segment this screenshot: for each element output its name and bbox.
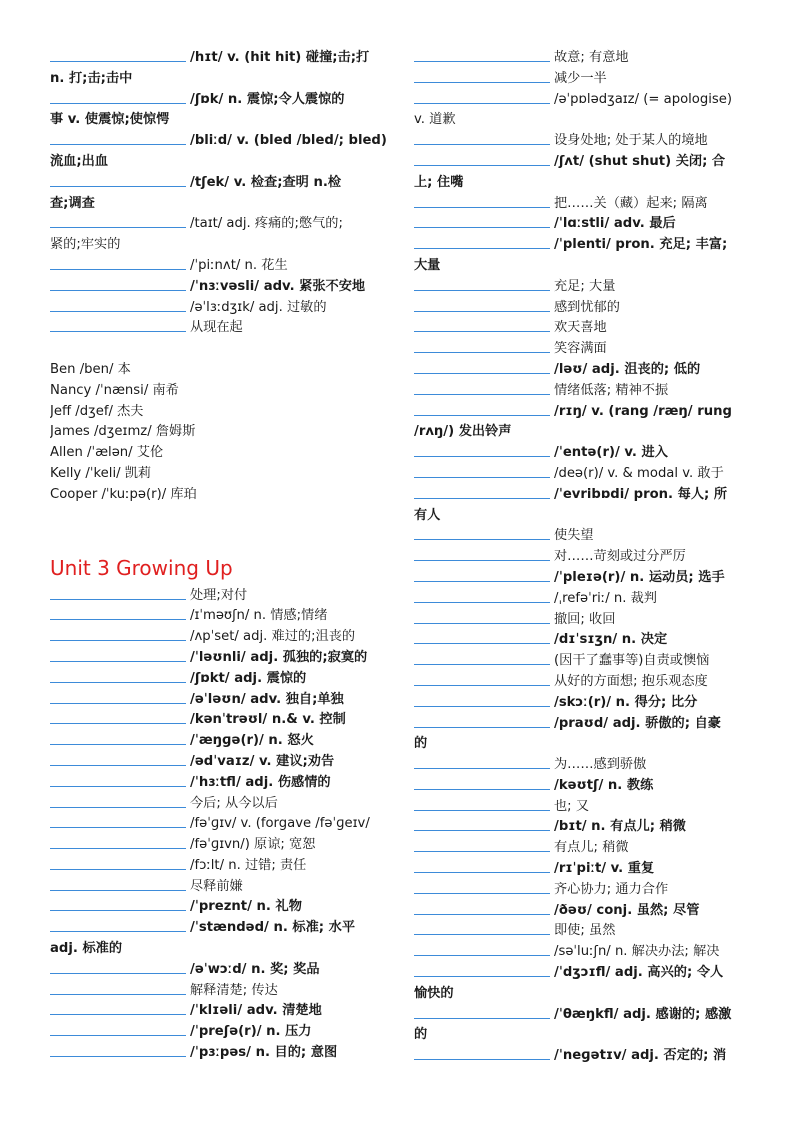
vocab-line bbox=[414, 235, 752, 256]
vocab-line bbox=[414, 506, 752, 527]
answer-blank[interactable] bbox=[50, 773, 186, 787]
vocab-line bbox=[414, 817, 752, 838]
vocab-text: /tʃek/ v. 检查;查明 n.检 bbox=[190, 174, 342, 190]
name-list bbox=[50, 360, 388, 506]
vocab-line bbox=[50, 960, 388, 981]
name-entry: Allen /ˈælən/ 艾伦 bbox=[50, 445, 164, 461]
vocab-text: /əˈpɒlədʒaɪz/ (= apologise) bbox=[554, 91, 733, 107]
vocab-line bbox=[50, 277, 388, 298]
vocab-text: /ˈneɡətɪv/ adj. 否定的; 消 bbox=[554, 1048, 727, 1064]
vocab-line bbox=[414, 547, 752, 568]
vocab-line bbox=[50, 1001, 388, 1022]
vocab-text: /ˈpiːnʌt/ n. 花生 bbox=[190, 257, 288, 273]
vocab-text: 紧的;牢实的 bbox=[50, 237, 121, 253]
vocab-line bbox=[414, 526, 752, 547]
vocab-line bbox=[414, 173, 752, 194]
vocab-line bbox=[414, 110, 752, 131]
vocab-text: 解释清楚; 传达 bbox=[190, 982, 278, 998]
vocab-line bbox=[50, 918, 388, 939]
vocab-line bbox=[414, 298, 752, 319]
vocab-line bbox=[414, 589, 752, 610]
vocab-line bbox=[414, 901, 752, 922]
vocab-line bbox=[50, 814, 388, 835]
vocab-line bbox=[50, 981, 388, 1002]
vocab-line bbox=[414, 339, 752, 360]
vocab-line bbox=[414, 318, 752, 339]
answer-blank[interactable] bbox=[50, 752, 186, 766]
unit-title: Unit 3 Growing Up bbox=[50, 555, 233, 580]
vocab-line bbox=[50, 131, 388, 152]
answer-blank[interactable] bbox=[414, 131, 550, 145]
answer-blank[interactable] bbox=[414, 838, 550, 852]
vocab-line bbox=[414, 734, 752, 755]
vocab-line bbox=[50, 298, 388, 319]
answer-blank[interactable] bbox=[50, 835, 186, 849]
vocab-text: 有人 bbox=[414, 507, 441, 523]
answer-blank[interactable] bbox=[414, 963, 550, 977]
vocab-line bbox=[414, 568, 752, 589]
answer-blank[interactable] bbox=[414, 318, 550, 332]
vocab-line bbox=[50, 110, 388, 131]
vocab-text: /taɪt/ adj. 疼痛的;憋气的; bbox=[190, 216, 343, 232]
vocab-line bbox=[50, 731, 388, 752]
answer-blank[interactable] bbox=[414, 859, 550, 873]
vocab-line bbox=[414, 714, 752, 735]
vocab-text: /ˈpɜːpəs/ n. 目的; 意图 bbox=[190, 1045, 338, 1061]
answer-blank[interactable] bbox=[50, 318, 186, 332]
vocab-line bbox=[50, 152, 388, 173]
vocab-text: /əˈləʊn/ adv. 独自;单独 bbox=[190, 691, 344, 707]
vocab-text: adj. 标准的 bbox=[50, 941, 123, 957]
vocab-line bbox=[414, 776, 752, 797]
vocab-line bbox=[414, 880, 752, 901]
vocab-text: 设身处地; 处于某人的境地 bbox=[554, 133, 708, 149]
vocab-text: n. 打;击;击中 bbox=[50, 70, 133, 86]
vocab-text: /ləʊ/ adj. 沮丧的; 低的 bbox=[554, 361, 701, 377]
answer-blank[interactable] bbox=[414, 610, 550, 624]
answer-blank[interactable] bbox=[50, 627, 186, 641]
vocab-line bbox=[414, 381, 752, 402]
answer-blank[interactable] bbox=[50, 606, 186, 620]
vocab-text: 从现在起 bbox=[190, 320, 243, 336]
vocab-text: /ˈhɜːtfl/ adj. 伤感情的 bbox=[190, 774, 331, 790]
vocab-line bbox=[414, 443, 752, 464]
answer-blank[interactable] bbox=[50, 256, 186, 270]
vocab-text: 情绪低落; 精神不振 bbox=[554, 382, 669, 398]
answer-blank[interactable] bbox=[50, 1001, 186, 1015]
vocab-text: /ʌpˈset/ adj. 难过的;沮丧的 bbox=[190, 629, 356, 645]
vocab-text: /kəʊtʃ/ n. 教练 bbox=[554, 777, 654, 793]
vocab-text: 撤回; 收回 bbox=[554, 611, 616, 627]
answer-blank[interactable] bbox=[414, 1046, 550, 1060]
vocab-line bbox=[50, 194, 388, 215]
vocab-line bbox=[50, 897, 388, 918]
answer-blank[interactable] bbox=[414, 443, 550, 457]
answer-blank[interactable] bbox=[414, 901, 550, 915]
vocab-text: /səˈluːʃn/ n. 解决办法; 解决 bbox=[554, 944, 720, 960]
vocab-line bbox=[50, 69, 388, 90]
vocab-line bbox=[50, 669, 388, 690]
vocab-text: /rɪˈpiːt/ v. 重复 bbox=[554, 861, 655, 877]
vocab-text: 的 bbox=[414, 1027, 428, 1043]
vocab-text: /ˈæŋɡə(r)/ n. 怒火 bbox=[190, 733, 314, 749]
vocab-text: /kənˈtrəʊl/ n.& v. 控制 bbox=[190, 712, 346, 728]
vocab-text: 从好的方面想; 抱乐观态度 bbox=[554, 673, 708, 689]
answer-blank[interactable] bbox=[414, 339, 550, 353]
vocab-text: 愉快的 bbox=[414, 985, 454, 1001]
vocab-line bbox=[50, 256, 388, 277]
vocab-line bbox=[414, 48, 752, 69]
answer-blank[interactable] bbox=[414, 360, 550, 374]
answer-blank[interactable] bbox=[414, 526, 550, 540]
vocab-text: 故意; 有意地 bbox=[554, 50, 629, 65]
vocab-line bbox=[414, 693, 752, 714]
vocab-line bbox=[414, 1025, 752, 1046]
vocab-text: /fəˈɡɪv/ v. (forgave /fəˈɡeɪv/ bbox=[190, 816, 370, 832]
vocab-text: 使失望 bbox=[554, 528, 594, 544]
answer-blank[interactable] bbox=[50, 856, 186, 870]
vocab-line bbox=[50, 710, 388, 731]
name-entry: Kelly /ˈkeli/ 凯莉 bbox=[50, 465, 152, 481]
vocab-text: 笑容满面 bbox=[554, 341, 607, 357]
answer-blank[interactable] bbox=[414, 90, 550, 104]
vocab-text: 对……苛刻或过分严厉 bbox=[554, 549, 686, 565]
answer-blank[interactable] bbox=[414, 547, 550, 561]
vocab-text: /ˈlɑːstli/ adv. 最后 bbox=[554, 216, 676, 232]
answer-blank[interactable] bbox=[50, 981, 186, 995]
vocab-text: /ðəʊ/ conj. 虽然; 尽管 bbox=[554, 902, 700, 918]
vocab-line bbox=[50, 90, 388, 111]
vocab-line bbox=[50, 627, 388, 648]
vocab-line bbox=[50, 1022, 388, 1043]
vocab-line bbox=[50, 586, 388, 607]
answer-blank[interactable] bbox=[414, 402, 550, 416]
vocab-text: /ˈnɜːvəsli/ adv. 紧张不安地 bbox=[190, 278, 366, 294]
vocab-text: 为……感到骄傲 bbox=[554, 757, 647, 773]
vocab-line bbox=[50, 773, 388, 794]
vocab-line bbox=[414, 610, 752, 631]
answer-blank[interactable] bbox=[50, 814, 186, 828]
answer-blank[interactable] bbox=[414, 194, 550, 208]
vocab-text: /ʃɒk/ n. 震惊;令人震惊的 bbox=[190, 91, 345, 107]
answer-blank[interactable] bbox=[50, 131, 186, 145]
vocab-text: /praʊd/ adj. 骄傲的; 自豪 bbox=[554, 715, 721, 731]
answer-blank[interactable] bbox=[414, 693, 550, 707]
vocab-line bbox=[50, 235, 388, 256]
vocab-text: /ədˈvaɪz/ v. 建议;劝告 bbox=[190, 753, 335, 769]
vocab-text: 今后; 从今以后 bbox=[190, 795, 278, 811]
vocab-text: 即使; 虽然 bbox=[554, 923, 616, 939]
vocab-text: /ˈpreznt/ n. 礼物 bbox=[190, 899, 302, 915]
vocab-text: 欢天喜地 bbox=[554, 320, 607, 336]
vocab-text: 充足; 大量 bbox=[554, 278, 616, 294]
vocab-line bbox=[414, 984, 752, 1005]
spacer bbox=[50, 339, 388, 360]
answer-blank[interactable] bbox=[50, 731, 186, 745]
vocab-text: /əˈlɜːdʒɪk/ adj. 过敏的 bbox=[190, 299, 327, 315]
vocab-line bbox=[414, 90, 752, 111]
answer-blank[interactable] bbox=[414, 630, 550, 644]
answer-blank[interactable] bbox=[50, 298, 186, 312]
vocab-text: 尽释前嫌 bbox=[190, 878, 243, 894]
answer-blank[interactable] bbox=[50, 794, 186, 808]
vocab-text: /ʃʌt/ (shut shut) 关闭; 合 bbox=[554, 153, 726, 169]
vocab-list-right bbox=[414, 48, 752, 1067]
answer-blank[interactable] bbox=[50, 877, 186, 891]
answer-blank[interactable] bbox=[50, 214, 186, 228]
vocab-line bbox=[414, 485, 752, 506]
answer-blank[interactable] bbox=[414, 797, 550, 811]
vocab-line bbox=[50, 752, 388, 773]
answer-blank[interactable] bbox=[414, 152, 550, 166]
vocab-text: 流血;出血 bbox=[50, 153, 109, 169]
answer-blank[interactable] bbox=[50, 648, 186, 662]
name-entry: Jeff /dʒef/ 杰夫 bbox=[50, 403, 144, 419]
spacer bbox=[50, 506, 388, 550]
vocab-text: /fɔːlt/ n. 过错; 责任 bbox=[190, 857, 307, 873]
vocab-text: /ˈpleɪə(r)/ n. 运动员; 选手 bbox=[554, 569, 725, 585]
vocab-text: /deə(r)/ v. & modal v. 敢于 bbox=[554, 465, 724, 481]
answer-blank[interactable] bbox=[414, 672, 550, 686]
answer-blank[interactable] bbox=[414, 942, 550, 956]
vocab-text: /dɪˈsɪʒn/ n. 决定 bbox=[554, 632, 668, 648]
vocab-list-before-names bbox=[50, 48, 388, 339]
vocab-line bbox=[414, 755, 752, 776]
answer-blank[interactable] bbox=[50, 669, 186, 683]
answer-blank[interactable] bbox=[414, 755, 550, 769]
vocab-line bbox=[50, 939, 388, 960]
answer-blank[interactable] bbox=[414, 235, 550, 249]
vocab-text: /əˈwɔːd/ n. 奖; 奖品 bbox=[190, 961, 320, 977]
answer-blank[interactable] bbox=[414, 485, 550, 499]
vocab-line bbox=[414, 214, 752, 235]
vocab-line bbox=[414, 402, 752, 423]
vocab-text: /ˈstændəd/ n. 标准; 水平 bbox=[190, 920, 356, 936]
vocab-text: 上; 住嘴 bbox=[414, 174, 464, 190]
answer-blank[interactable] bbox=[414, 69, 550, 83]
vocab-text: /rɪŋ/ v. (rang /ræŋ/ rung bbox=[554, 403, 732, 419]
answer-blank[interactable] bbox=[414, 714, 550, 728]
left-column bbox=[50, 48, 388, 1064]
vocab-text: 齐心协力; 通力合作 bbox=[554, 881, 669, 897]
vocab-line bbox=[414, 194, 752, 215]
vocab-line bbox=[50, 1043, 388, 1064]
right-column bbox=[414, 48, 752, 1067]
vocab-line bbox=[414, 651, 752, 672]
vocab-line bbox=[414, 797, 752, 818]
unit-vocab-list bbox=[50, 586, 388, 1064]
answer-blank[interactable] bbox=[50, 173, 186, 187]
vocab-text: v. 道歉 bbox=[414, 112, 456, 128]
vocab-line bbox=[414, 963, 752, 984]
vocab-text: /ˈləʊnli/ adj. 孤独的;寂寞的 bbox=[190, 649, 368, 665]
answer-blank[interactable] bbox=[414, 48, 550, 62]
vocab-text: 查;调查 bbox=[50, 195, 95, 211]
vocab-text: 有点儿; 稍微 bbox=[554, 840, 629, 856]
vocab-line bbox=[50, 648, 388, 669]
vocab-line bbox=[414, 859, 752, 880]
vocab-line bbox=[414, 1046, 752, 1067]
vocab-text: /skɔː(r)/ n. 得分; 比分 bbox=[554, 694, 698, 710]
vocab-text: 的 bbox=[414, 736, 428, 752]
vocab-text: /ˈevribɒdi/ pron. 每人; 所 bbox=[554, 486, 728, 502]
vocab-text: /ɪˈməʊʃn/ n. 情感;情绪 bbox=[190, 608, 328, 624]
answer-blank[interactable] bbox=[50, 48, 186, 62]
answer-blank[interactable] bbox=[50, 710, 186, 724]
vocab-line bbox=[50, 173, 388, 194]
answer-blank[interactable] bbox=[414, 298, 550, 312]
vocab-text: /rʌŋ/) 发出铃声 bbox=[414, 424, 512, 440]
vocab-text: 处理;对付 bbox=[190, 587, 248, 603]
answer-blank[interactable] bbox=[50, 1022, 186, 1036]
answer-blank[interactable] bbox=[50, 586, 186, 600]
vocab-text: /ˈθæŋkfl/ adj. 感谢的; 感激 bbox=[554, 1006, 732, 1022]
vocab-line bbox=[414, 921, 752, 942]
vocab-line bbox=[414, 422, 752, 443]
vocab-line bbox=[414, 1005, 752, 1026]
vocab-line bbox=[50, 877, 388, 898]
answer-blank[interactable] bbox=[414, 880, 550, 894]
vocab-line bbox=[414, 838, 752, 859]
answer-blank[interactable] bbox=[414, 568, 550, 582]
vocab-text: /ˈdʒɔɪfl/ adj. 高兴的; 令人 bbox=[554, 965, 724, 981]
answer-blank[interactable] bbox=[414, 464, 550, 478]
answer-blank[interactable] bbox=[414, 214, 550, 228]
vocab-text: /ʃɒkt/ adj. 震惊的 bbox=[190, 670, 307, 686]
name-entry: Nancy /ˈnænsi/ 南希 bbox=[50, 382, 179, 398]
answer-blank[interactable] bbox=[414, 651, 550, 665]
vocab-line bbox=[414, 152, 752, 173]
answer-blank[interactable] bbox=[50, 690, 186, 704]
answer-blank[interactable] bbox=[50, 90, 186, 104]
answer-blank[interactable] bbox=[414, 381, 550, 395]
vocab-line bbox=[50, 690, 388, 711]
answer-blank[interactable] bbox=[414, 776, 550, 790]
answer-blank[interactable] bbox=[50, 918, 186, 932]
vocab-text: /ˈpreʃə(r)/ n. 压力 bbox=[190, 1024, 312, 1040]
answer-blank[interactable] bbox=[50, 277, 186, 291]
vocab-text: /ˈplenti/ pron. 充足; 丰富; bbox=[554, 237, 728, 253]
vocab-text: /hɪt/ v. (hit hit) 碰撞;击;打 bbox=[190, 50, 370, 65]
vocab-line bbox=[50, 214, 388, 235]
answer-blank[interactable] bbox=[50, 1043, 186, 1057]
name-entry: James /dʒeɪmz/ 詹姆斯 bbox=[50, 424, 196, 440]
vocab-line bbox=[50, 794, 388, 815]
answer-blank[interactable] bbox=[414, 921, 550, 935]
vocab-text: 也; 又 bbox=[554, 798, 590, 814]
vocab-text: 大量 bbox=[414, 257, 441, 273]
vocab-line bbox=[414, 277, 752, 298]
vocab-text: /ˌrefəˈriː/ n. 裁判 bbox=[554, 590, 657, 606]
answer-blank[interactable] bbox=[414, 1005, 550, 1019]
vocab-text: /ˈklɪəli/ adv. 清楚地 bbox=[190, 1003, 322, 1019]
vocab-line bbox=[50, 606, 388, 627]
vocab-line bbox=[50, 318, 388, 339]
vocab-text: /bliːd/ v. (bled /bled/; bled) bbox=[190, 133, 387, 149]
name-entry: Cooper /ˈkuːpə(r)/ 库珀 bbox=[50, 486, 197, 502]
vocab-text: /bɪt/ n. 有点儿; 稍微 bbox=[554, 819, 686, 835]
vocab-line bbox=[50, 48, 388, 69]
vocab-line bbox=[414, 464, 752, 485]
answer-blank[interactable] bbox=[50, 960, 186, 974]
vocab-line bbox=[50, 835, 388, 856]
vocab-line bbox=[414, 672, 752, 693]
answer-blank[interactable] bbox=[414, 817, 550, 831]
vocab-line bbox=[414, 630, 752, 651]
answer-blank[interactable] bbox=[50, 897, 186, 911]
name-entry: Ben /ben/ 本 bbox=[50, 361, 131, 377]
vocab-line bbox=[50, 856, 388, 877]
vocab-text: (因干了蠢事等)自责或懊恼 bbox=[554, 653, 710, 669]
vocab-line bbox=[414, 131, 752, 152]
answer-blank[interactable] bbox=[414, 277, 550, 291]
vocab-text: 感到忧郁的 bbox=[554, 299, 620, 315]
vocab-text: 事 v. 使震惊;使惊愕 bbox=[50, 112, 170, 128]
vocab-text: 把……关（藏）起来; 隔离 bbox=[554, 195, 708, 211]
answer-blank[interactable] bbox=[414, 589, 550, 603]
vocab-line bbox=[414, 69, 752, 90]
vocab-line bbox=[414, 942, 752, 963]
vocab-line bbox=[414, 256, 752, 277]
vocab-line bbox=[414, 360, 752, 381]
vocab-text: /fəˈɡɪvn/) 原谅; 宽恕 bbox=[190, 837, 316, 853]
vocab-text: /ˈentə(r)/ v. 进入 bbox=[554, 445, 668, 461]
vocab-text: 减少一半 bbox=[554, 70, 607, 86]
